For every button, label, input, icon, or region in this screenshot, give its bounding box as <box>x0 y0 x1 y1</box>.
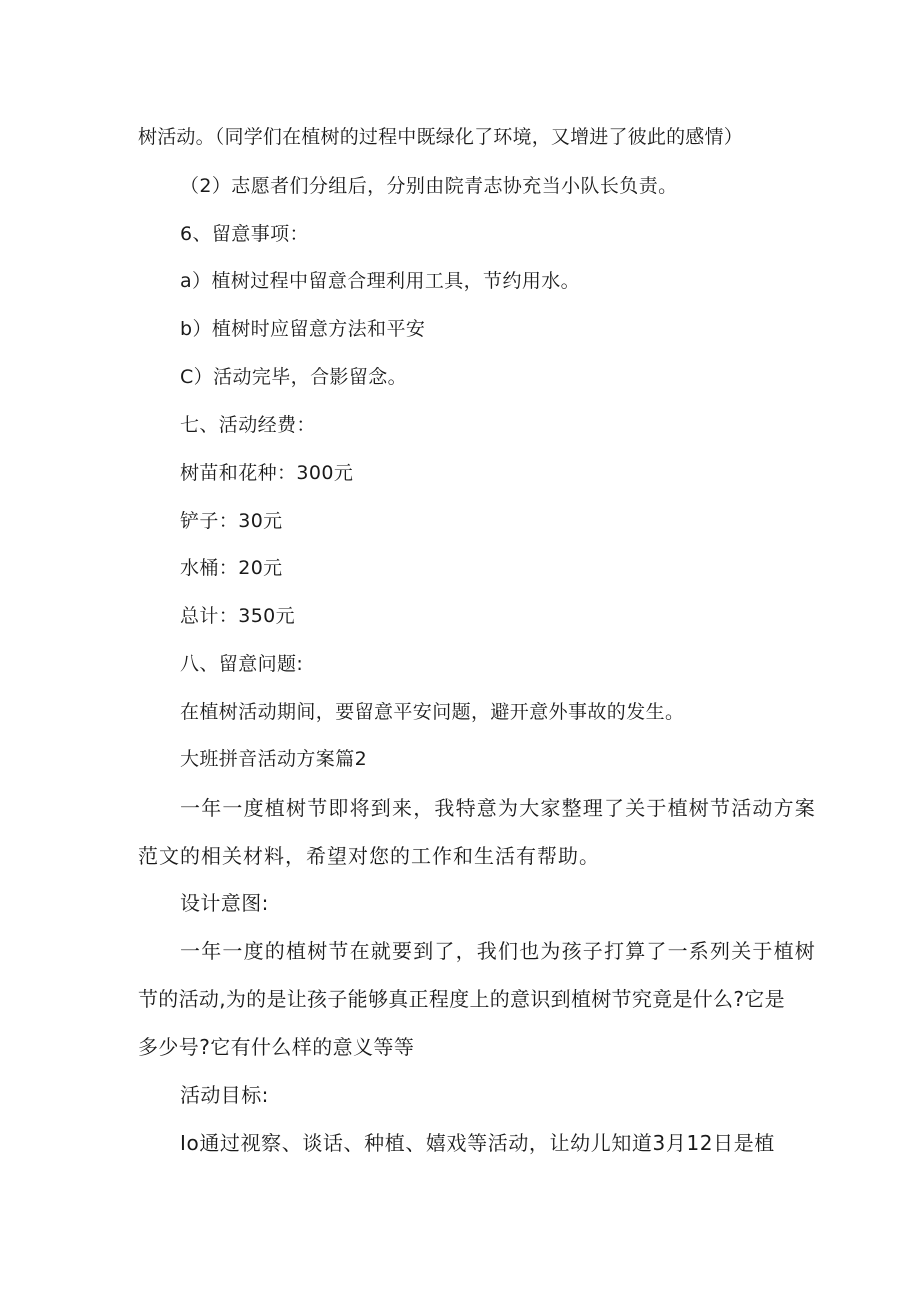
paragraph-line: 在植树活动期间，要留意平安问题，避开意外事故的发生。 <box>180 701 685 723</box>
paragraph-line: Io通过视察、谈话、种植、嬉戏等活动，让幼儿知道3月12日是植 <box>180 1131 775 1155</box>
paragraph-line: 树活动。（同学们在植树的过程中既绿化了环境，又增进了彼此的感情） <box>138 126 743 148</box>
section-heading: 6、留意事项： <box>180 223 309 245</box>
section-heading: 活动目标: <box>180 1083 269 1107</box>
article-title: 大班拼音活动方案篇2 <box>180 748 368 770</box>
list-item: b）植树时应留意方法和平安 <box>180 318 426 340</box>
budget-item: 铲子：30元 <box>180 510 283 532</box>
paragraph-line: 一年一度的植树节在就要到了，我们也为孩子打算了一系列关于植树 <box>180 939 816 963</box>
paragraph-line: 范文的相关材料，希望对您的工作和生活有帮助。 <box>138 844 600 868</box>
paragraph-line: 节的活动,为的是让孩子能够真正程度上的意识到植树节究竟是什么?它是 <box>138 987 785 1011</box>
paragraph-line: （2）志愿者们分组后，分别由院青志协充当小队长负责。 <box>180 175 678 197</box>
list-item: a）植树过程中留意合理利用工具，节约用水。 <box>180 270 581 292</box>
budget-item: 水桶：20元 <box>180 557 283 579</box>
list-item: C）活动完毕，合影留念。 <box>180 366 408 388</box>
section-heading: 八、留意问题: <box>180 653 304 675</box>
paragraph-line: 多少号?它有什么样的意义等等 <box>138 1035 415 1059</box>
section-heading: 七、活动经费： <box>180 414 316 436</box>
section-heading: 设计意图: <box>180 891 269 915</box>
budget-item: 树苗和花种：300元 <box>180 462 354 484</box>
budget-total: 总计：350元 <box>180 605 296 627</box>
paragraph-line: 一年一度植树节即将到来，我特意为大家整理了关于植树节活动方案 <box>180 796 816 820</box>
